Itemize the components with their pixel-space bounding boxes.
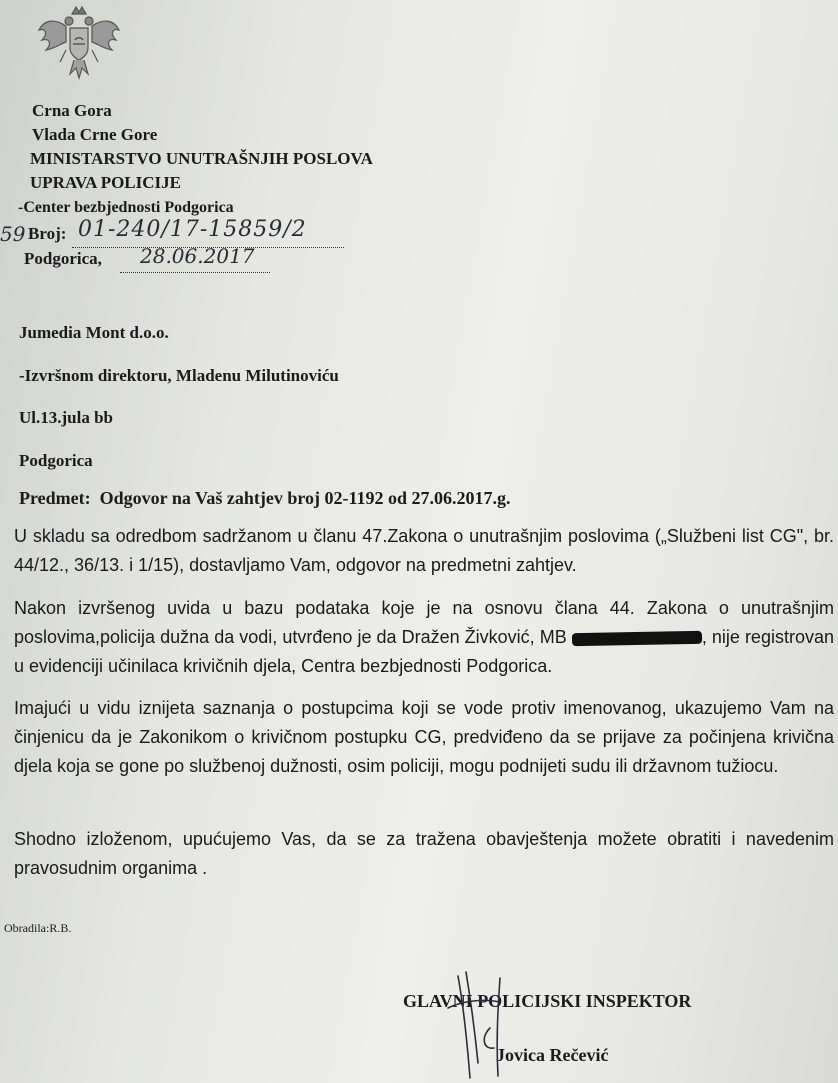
recipient-street: Ul.13.jula bb bbox=[19, 408, 113, 427]
signature-mark bbox=[440, 968, 530, 1083]
paragraph-4: Shodno izloženom, upućujemo Vas, da se za tražena obavještenja možete obratiti i navedenim pravosudnim organima . bbox=[14, 829, 834, 878]
header-center: -Center bezbjednosti Podgorica bbox=[18, 199, 234, 216]
header-government: Vlada Crne Gore bbox=[32, 125, 158, 144]
paragraph-2-part-2: , nije registrovan u evidenciji učinilaca krivičnih djela, Centra bezbjednosti Podgorica. bbox=[14, 627, 834, 676]
subject-text: Odgovor na Vaš zahtjev broj 02-1192 od 27.06.2017.g. bbox=[99, 488, 511, 508]
signatory-name: Jovica Rečević bbox=[496, 1045, 609, 1065]
coat-of-arms-icon bbox=[36, 4, 122, 82]
header-ministry: MINISTARSTVO UNUTRAŠNJIH POSLOVA bbox=[30, 149, 373, 168]
date-underline bbox=[120, 272, 270, 273]
paragraph-2 bbox=[14, 594, 834, 681]
header-directorate: UPRAVA POLICIJE bbox=[30, 173, 181, 192]
recipient-person: -Izvršnom direktoru, Mladenu Milutinoviću bbox=[19, 366, 339, 385]
paragraph-3: Imajući u vidu iznijeta saznanja o postupcima koji se vode protiv imenovanog, ukazujemo Vam na činjenicu da je Zakonikom o krivičnom postupku CG, predviđeno da se prijave za počinjena krivična djela koja se gone po službenoj dužnosti, osim policiji, mogu podnijeti sudu ili državnom tužiocu. bbox=[14, 698, 834, 776]
paragraph-1: U skladu sa odredbom sadržanom u članu 47.Zakona o unutrašnjim poslovima („Službeni list CG", br. 44/12., 36/13. i 1/15), dostavljamo Vam, odgovor na predmetni zahtjev. bbox=[14, 526, 834, 575]
subject-label: Predmet: bbox=[19, 488, 91, 508]
number-value: 01-240/17-15859/2 bbox=[78, 217, 307, 242]
paragraph-2-part-1: Nakon izvršenog uvida u bazu podataka koje je na osnovu člana 44. Zakona o unutrašnjim poslovima,policija dužna da vodi, utvrđeno je da Dražen Živković, MB bbox=[14, 598, 834, 647]
stamp-fragment: 59 bbox=[0, 222, 26, 246]
processed-by: Obradila:R.B. bbox=[4, 921, 72, 935]
date-value: 28.06.2017 bbox=[140, 244, 255, 268]
recipient-city: Podgorica bbox=[19, 451, 93, 470]
header-country: Crna Gora bbox=[32, 101, 112, 120]
signatory-title: GLAVNI POLICIJSKI INSPEKTOR bbox=[403, 991, 692, 1011]
subject-line bbox=[19, 488, 511, 509]
recipient-company: Jumedia Mont d.o.o. bbox=[19, 323, 169, 342]
place-label: Podgorica, bbox=[24, 249, 102, 268]
redaction-mark bbox=[572, 631, 702, 646]
number-label: Broj: bbox=[28, 224, 67, 243]
